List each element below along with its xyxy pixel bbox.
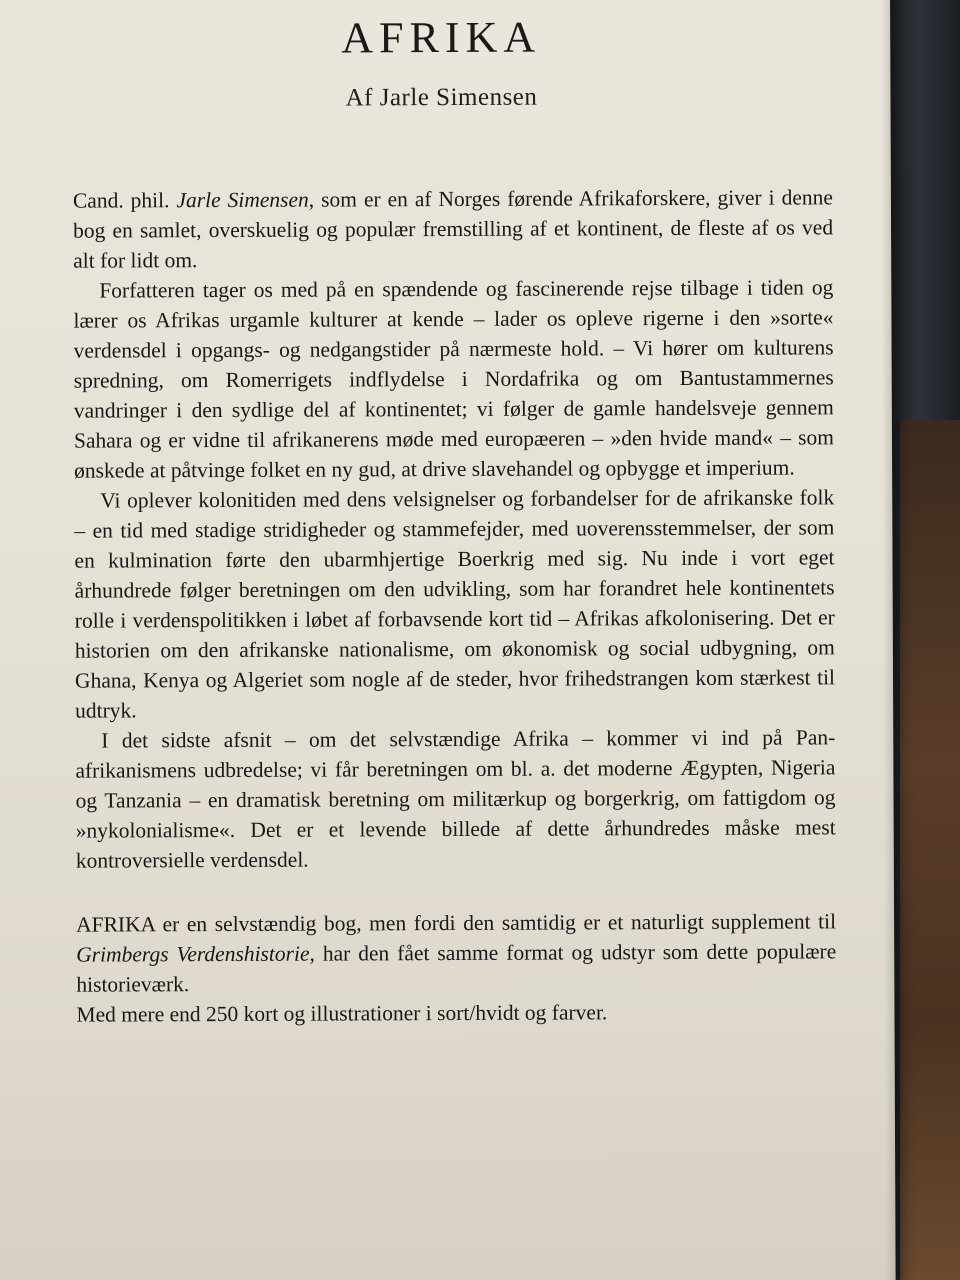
paragraph-colonial: Vi oplever kolonitiden med dens velsignelser og forbandelser for de afrikanske folk – en tid med stadige stridigheder og stammefejder, med uoverensstemmelser, der som en kulmination førte den ubarmhjertige Boerkrig med sig. Nu inde i vort eget århundrede følger beretningen om den udvikling, som har forandret hele kontinentets rolle i verdenspolitikken i løbet af forbavsende kort tid – Afrikas afkolonisering. Det er historien om den afrikanske nationalisme, om økonomisk og social udbygning, om Ghana, Kenya og Algeriet som nogle af de steder, hvor frihedstrangen kom stærkest til udtryk. (74, 485, 836, 723)
book-author: Af Jarle Simensen (345, 83, 538, 112)
book-spine-background (880, 0, 960, 420)
intro-paragraph (73, 182, 833, 275)
closing-last-line: Med mere end 250 kort og illustrationer i sort/hvidt og farver. (76, 1000, 608, 1027)
blurb-text (73, 182, 837, 1029)
paragraph-independent: I det sidste afsnit – om det selvstændige Afrika – kommer vi ind på Pan-afrikanismens udbredelse; vi får beretningen om bl. a. det moderne Ægypten, Nigeria og Tanzania – en dramatisk beretning om militærkup og borgerkrig, om fattigdom og »nykolonialisme«. Det er et levende billede af dette århundredes måske mest kontroversielle verdensdel. (75, 725, 836, 873)
work-title-italic: Grimbergs Verdenshistorie, (76, 941, 315, 967)
paragraph-journey: Forfatteren tager os med på en spændende og fascinerende rejse tilbage i tiden og lærer os Afrikas urgamle kulturer at kende – lader os opleve rigerne i den »sorte« verdensdel i opgangs- og nedgangstider på nærmeste hold. – Vi hører om kulturens spredning, om Romerrigets indflydelse i Nordafrika og om Bantustammernes vandringer i den sydlige del af kontinentet; vi følger de gamle handelsveje gennem Sahara og er vidne til afrikanerens møde med europæeren – »den hvide mand« – som ønskede at påtvinge folket en ny gud, at drive slavehandel og opbygge et imperium. (73, 275, 835, 483)
paragraph-spacer (76, 872, 836, 909)
closing-paragraph (76, 906, 836, 999)
closing-rest: har den fået samme format og udstyr som dette populære historieværk. (76, 939, 837, 997)
intro-rest: , som er en af Norges førende Afrikaforskere, giver i denne bog en samlet, overskuelig og populær fremstilling af et kontinent, de fleste af os ved alt for lidt om. (72, 185, 834, 273)
wooden-surface (900, 420, 960, 1280)
book-title: AFRIKA (341, 12, 542, 63)
closing-lead: AFRIKA er en selvstændig bog, men fordi den samtidig er et naturligt supplement til (76, 909, 837, 937)
intro-lead: Cand. phil. (72, 188, 177, 213)
author-name-italic: Jarle Simensen (176, 187, 309, 213)
